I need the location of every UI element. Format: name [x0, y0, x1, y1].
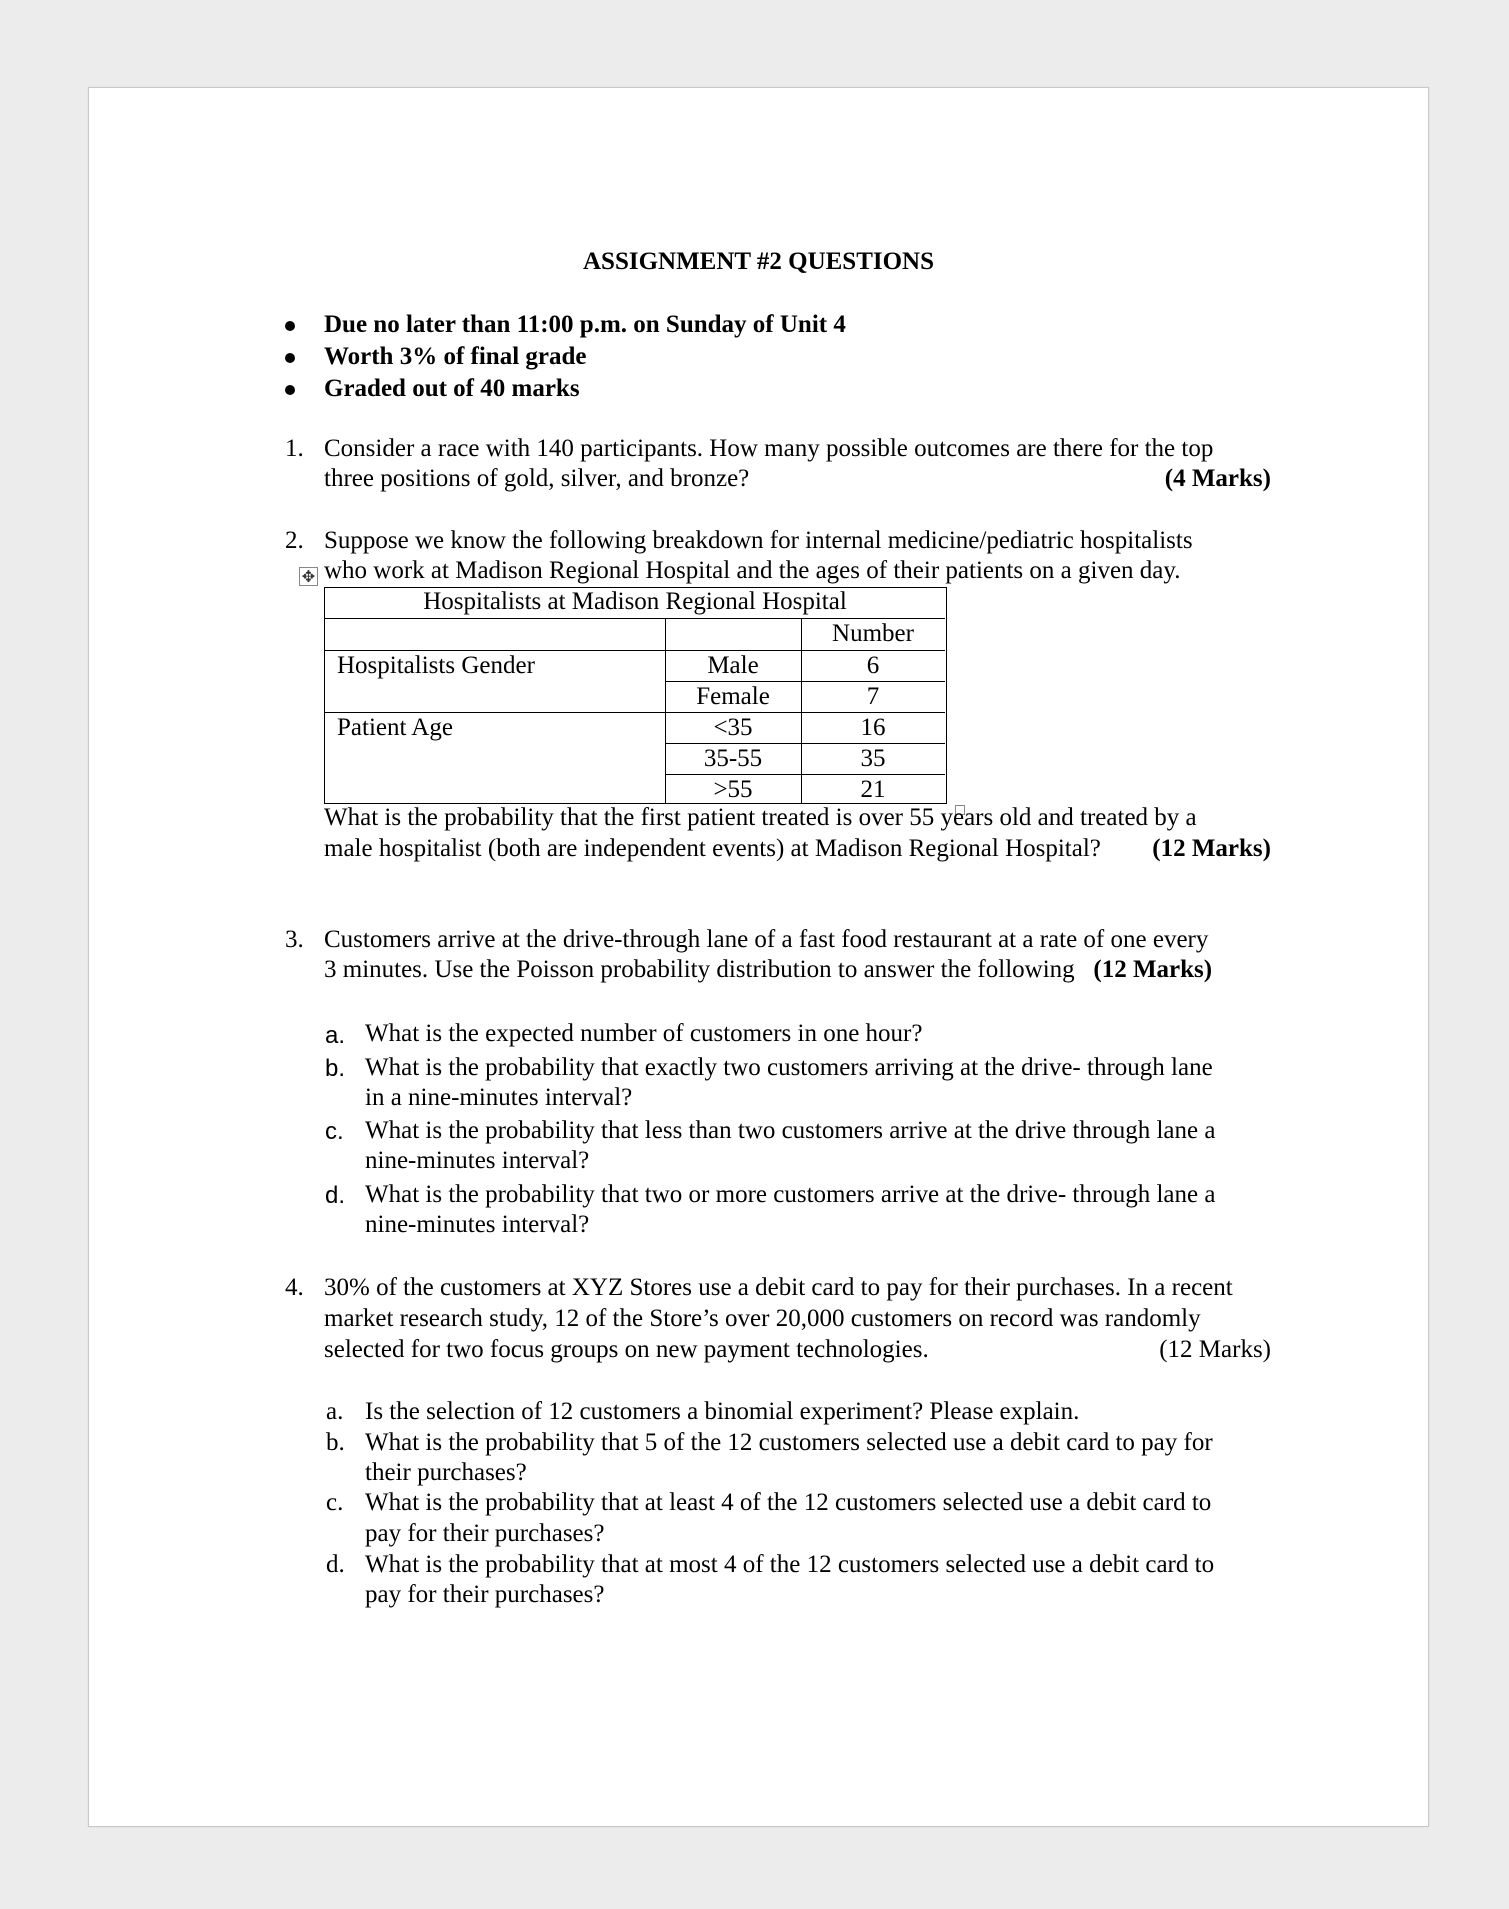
- table-cell-category: >55: [713, 776, 753, 803]
- question-2-text-1: Suppose we know the following breakdown for internal medicine/pediatric hospitalists: [324, 527, 1193, 554]
- table-cell-category: Female: [696, 683, 770, 710]
- question-3-number: 3.: [285, 926, 304, 953]
- question-3-text-1: Customers arrive at the drive-through lane of a fast food restaurant at a rate of one every: [324, 926, 1209, 953]
- table-header-number: Number: [832, 620, 914, 647]
- q4-part-a-letter: a.: [326, 1398, 344, 1425]
- question-4-marks: (12 Marks): [1159, 1336, 1271, 1363]
- q4-part-b-text-1: What is the probability that 5 of the 12 customers selected use a debit card to pay for: [365, 1429, 1213, 1456]
- question-2-line-2: [324, 557, 1271, 585]
- table-caption: Hospitalists at Madison Regional Hospital: [423, 588, 847, 615]
- bullet-dot-icon: [285, 353, 295, 363]
- table-cell-category: Male: [707, 652, 759, 679]
- page-title: ASSIGNMENT #2 QUESTIONS: [582, 248, 935, 275]
- q4-part-d-text-1: What is the probability that at most 4 of the 12 customers selected use a debit card to: [365, 1551, 1215, 1578]
- q3-part-c-letter: c.: [325, 1118, 344, 1145]
- question-1-line-2: [324, 465, 1271, 493]
- q3-part-b-text-2: in a nine-minutes interval?: [365, 1084, 633, 1111]
- table-cell-number: 16: [860, 714, 886, 741]
- question-1-number: 1.: [285, 435, 304, 462]
- question-2-after-text-1: What is the probability that the first patient treated is over 55 years old and treated by a: [324, 804, 1197, 831]
- table-cell-number: 35: [860, 745, 886, 772]
- document-page: [88, 87, 1429, 1827]
- q4-part-c-letter: c.: [326, 1489, 344, 1516]
- question-4-text-1: 30% of the customers at XYZ Stores use a debit card to pay for their purchases. In a recent: [324, 1274, 1233, 1301]
- bullet-dot-icon: [285, 385, 295, 395]
- q3-part-b-text-1: What is the probability that exactly two customers arriving at the drive- through lane: [365, 1054, 1213, 1081]
- question-4-text-3: selected for two focus groups on new payment technologies.: [324, 1336, 929, 1363]
- table-label-age: Patient Age: [337, 714, 453, 741]
- question-2-after-line-1: [324, 804, 1271, 832]
- table-cell-category: 35-55: [703, 745, 763, 772]
- q4-part-a-text: Is the selection of 12 customers a binomial experiment? Please explain.: [365, 1398, 1080, 1425]
- question-1-line-1: [324, 435, 1271, 463]
- bullet-dot-icon: [285, 321, 295, 331]
- question-3-line-2: [324, 956, 1212, 984]
- question-1-text-1: Consider a race with 140 participants. How many possible outcomes are there for the top: [324, 435, 1214, 462]
- question-2-text-2: who work at Madison Regional Hospital and the ages of their patients on a given day.: [324, 557, 1181, 584]
- q3-part-d-letter: d.: [325, 1182, 346, 1209]
- q3-part-d-text-1: What is the probability that two or more customers arrive at the drive- through lane a: [365, 1181, 1216, 1208]
- q3-part-d-text-2: nine-minutes interval?: [365, 1211, 590, 1238]
- table-label-gender: Hospitalists Gender: [337, 652, 535, 679]
- q3-part-c-text-2: nine-minutes interval?: [365, 1147, 590, 1174]
- question-2-after-line-2: [324, 835, 1271, 863]
- q4-part-b-letter: b.: [326, 1429, 345, 1456]
- question-1-text-2: three positions of gold, silver, and bronze?: [324, 465, 750, 492]
- bullet-worth: Worth 3% of final grade: [324, 343, 587, 370]
- q4-part-c-text-2: pay for their purchases?: [365, 1520, 605, 1547]
- table-cell-category: <35: [713, 714, 753, 741]
- table-cell-number: 21: [860, 776, 886, 803]
- q4-part-b-text-2: their purchases?: [365, 1459, 527, 1486]
- question-3-marks: (12 Marks): [1093, 956, 1213, 983]
- question-2-line-1: [324, 527, 1271, 555]
- move-handle-icon[interactable]: ✥: [299, 567, 318, 586]
- question-2-after-text-2: male hospitalist (both are independent events) at Madison Regional Hospital?: [324, 835, 1101, 862]
- hospitalists-table: [324, 587, 947, 804]
- q3-part-a-letter: a.: [325, 1022, 346, 1049]
- table-cell-number: 6: [866, 652, 880, 679]
- question-2-marks: (12 Marks): [1152, 835, 1271, 862]
- q3-part-b-letter: b.: [325, 1055, 346, 1082]
- question-4-text-2: market research study, 12 of the Store’s over 20,000 customers on record was randomly: [324, 1305, 1201, 1332]
- table-cell-number: 7: [866, 683, 880, 710]
- q3-part-c-text-1: What is the probability that less than two customers arrive at the drive through lane a: [365, 1117, 1216, 1144]
- question-1-marks: (4 Marks): [1164, 465, 1271, 492]
- question-4-line-3: [324, 1336, 1271, 1364]
- q4-part-d-letter: d.: [326, 1551, 345, 1578]
- q4-part-c-text-1: What is the probability that at least 4 of the 12 customers selected use a debit card to: [365, 1489, 1212, 1516]
- q4-part-d-text-2: pay for their purchases?: [365, 1581, 605, 1608]
- bullet-graded: Graded out of 40 marks: [324, 375, 580, 402]
- q3-part-a-text: What is the expected number of customers in one hour?: [365, 1020, 923, 1047]
- bullet-due: Due no later than 11:00 p.m. on Sunday of Unit 4: [324, 311, 846, 338]
- question-3-text-2: 3 minutes. Use the Poisson probability distribution to answer the following: [324, 956, 1075, 983]
- question-4-number: 4.: [285, 1274, 304, 1301]
- question-2-number: 2.: [285, 527, 304, 554]
